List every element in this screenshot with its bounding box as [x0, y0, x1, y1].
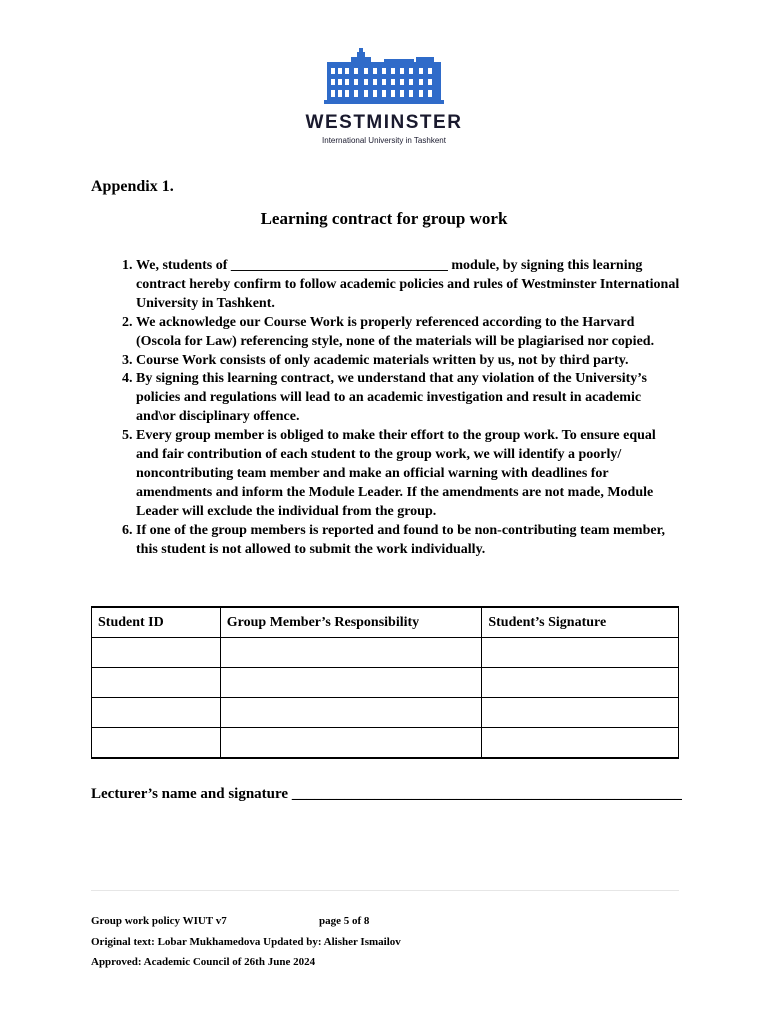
table-cell[interactable]	[220, 698, 482, 728]
table-cell[interactable]	[92, 698, 221, 728]
table-cell[interactable]	[220, 668, 482, 698]
lecturer-signature-line: Lecturer’s name and signature ____________________________________________________	[91, 786, 682, 802]
header-responsibility: Group Member’s Responsibility	[220, 607, 482, 638]
table-header-row	[92, 607, 679, 638]
footer-policy: Group work policy WIUT v7	[91, 915, 227, 927]
brand-subtitle: International University in Tashkent	[322, 136, 446, 145]
footer-page-number: page 5 of 8	[319, 915, 370, 927]
footer-authors: Original text: Lobar Mukhamedova Updated by: Alisher Ismailov	[91, 936, 401, 948]
table-cell[interactable]	[92, 728, 221, 759]
table-cell[interactable]	[482, 668, 679, 698]
brand-name: WESTMINSTER	[305, 112, 463, 133]
clause-item: 5. Every group member is obliged to make their effort to the group work. To ensure equal and fair contribution of each student to the group work, we will identify a poorly/ noncontributing team member and make an official warning with deadlines for amendments and inform the Module Leader. If the amendments are not made, Module Leader will exclude the individual from the group.	[136, 427, 681, 522]
building-logo-icon	[324, 48, 444, 106]
contract-clauses	[91, 257, 681, 560]
table-cell[interactable]	[482, 638, 679, 668]
clause-item: 4. By signing this learning contract, we understand that any violation of the University’s policies and regulations will lead to an academic investigation and result in academic and\or disciplinary offence.	[136, 370, 681, 427]
table-cell[interactable]	[220, 638, 482, 668]
university-logo	[0, 48, 768, 145]
group-members-table	[91, 606, 679, 759]
footer-approval: Approved: Academic Council of 26th June 2024	[91, 956, 316, 968]
clause-item: 1. We, students of _______________________________ module, by signing this learning contract hereby confirm to follow academic policies and rules of Westminster International University in Tashkent.	[136, 257, 681, 314]
appendix-heading: Appendix 1.	[91, 178, 174, 195]
table-row	[92, 698, 679, 728]
table-cell[interactable]	[92, 638, 221, 668]
table-cell[interactable]	[482, 728, 679, 759]
table-cell[interactable]	[92, 668, 221, 698]
table-row	[92, 668, 679, 698]
clause-item: 6. If one of the group members is reported and found to be non-contributing team member, this student is not allowed to submit the work individually.	[136, 522, 681, 560]
footer-divider	[91, 890, 679, 891]
table-cell[interactable]	[220, 728, 482, 759]
clause-item: 2. We acknowledge our Course Work is properly referenced according to the Harvard (Oscola for Law) referencing style, none of the materials will be plagiarised nor copied.	[136, 314, 681, 352]
table-row	[92, 728, 679, 759]
table-cell[interactable]	[482, 698, 679, 728]
table-row	[92, 638, 679, 668]
clause-item: 3. Course Work consists of only academic materials written by us, not by third party.	[136, 352, 681, 371]
header-signature: Student’s Signature	[482, 607, 679, 638]
header-student-id: Student ID	[92, 607, 221, 638]
document-title: Learning contract for group work	[260, 209, 508, 228]
